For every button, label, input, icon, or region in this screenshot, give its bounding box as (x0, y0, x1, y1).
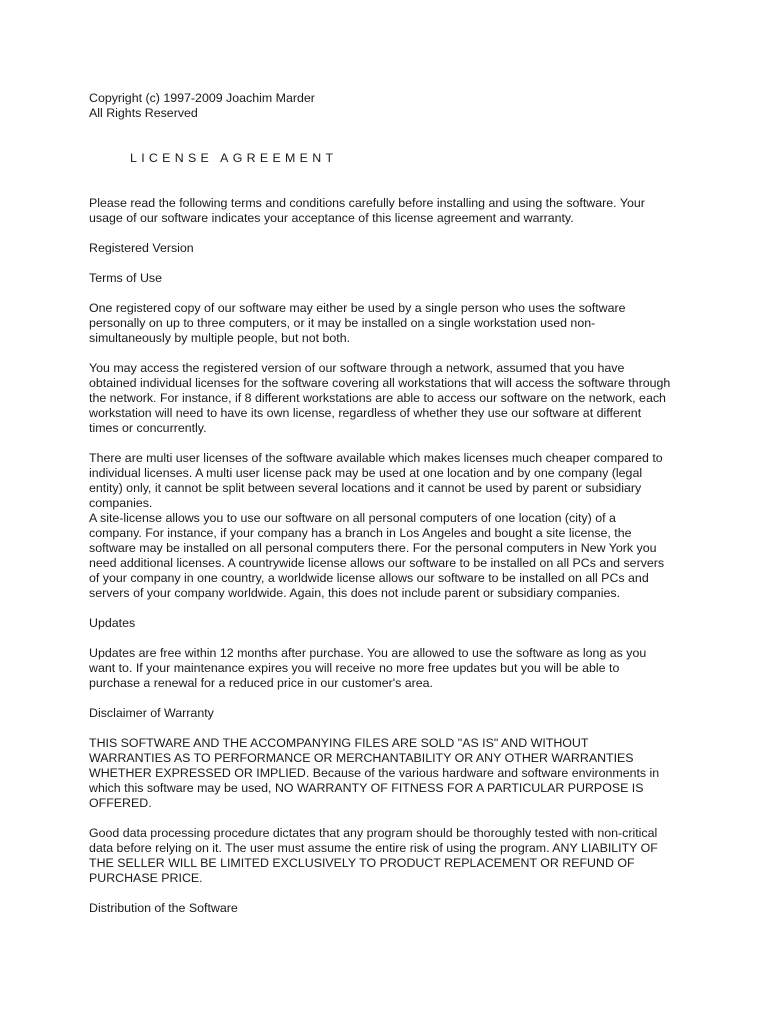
text-line: WARRANTIES AS TO PERFORMANCE OR MERCHANTABILITY OR ANY OTHER WARRANTIES (89, 751, 634, 765)
distribution-heading (89, 901, 689, 916)
text-line: companies. (89, 496, 153, 510)
text-line: THIS SOFTWARE AND THE ACCOMPANYING FILES ARE SOLD "AS IS" AND WITHOUT (89, 736, 589, 750)
text-line: Distribution of the Software (89, 901, 238, 915)
text-line: obtained individual licenses for the software covering all workstations that will access the software through (89, 376, 671, 390)
copyright-block (89, 91, 689, 121)
text-line: PURCHASE PRICE. (89, 871, 203, 885)
text-line: Terms of Use (89, 271, 162, 285)
text-line: software may be installed on all personal computers there. For the personal computers in New York you (89, 541, 657, 555)
text-line: OFFERED. (89, 796, 152, 810)
multi-user-paragraph (89, 451, 689, 511)
text-line: times or concurrently. (89, 421, 207, 435)
disclaimer-paragraph (89, 736, 689, 811)
copyright-line: Copyright (c) 1997-2009 Joachim Marder (89, 91, 315, 105)
updates-paragraph (89, 646, 689, 691)
text-line: entity) only, it cannot be split between several locations and it cannot be used by parent or subsidiary (89, 481, 642, 495)
text-line: You may access the registered version of our software through a network, assumed that you have (89, 361, 625, 375)
text-line: WHETHER EXPRESSED OR IMPLIED. Because of the various hardware and software environments in (89, 766, 660, 780)
text-line: the network. For instance, if 8 different workstations are able to access our software on the network, each (89, 391, 666, 405)
text-line: Good data processing procedure dictates that any program should be thoroughly tested with non-critical (89, 826, 658, 840)
single-copy-paragraph (89, 301, 689, 346)
document-title: LICENSE AGREEMENT (130, 151, 338, 165)
updates-heading (89, 616, 689, 631)
text-line: personally on up to three computers, or it may be installed on a single workstation used non- (89, 316, 596, 330)
text-line: A site-license allows you to use our software on all personal computers of one location (city) of a (89, 511, 616, 525)
text-line: Please read the following terms and conditions carefully before installing and using the software. Your (89, 196, 645, 210)
text-line: One registered copy of our software may either be used by a single person who uses the software (89, 301, 626, 315)
text-line: Disclaimer of Warranty (89, 706, 214, 720)
text-line: individual licenses. A multi user license pack may be used at one location and by one company (legal (89, 466, 643, 480)
text-line: simultaneously by multiple people, but not both. (89, 331, 351, 345)
network-paragraph (89, 361, 689, 436)
text-line: company. For instance, if your company has a branch in Los Angeles and bought a site license, the (89, 526, 632, 540)
data-processing-paragraph (89, 826, 689, 886)
text-line: Updates are free within 12 months after purchase. You are allowed to use the software as long as you (89, 646, 647, 660)
text-line: purchase a renewal for a reduced price in our customer's area. (89, 676, 433, 690)
intro-paragraph (89, 196, 689, 226)
registered-version-heading (89, 241, 689, 256)
text-line: data before relying on it. The user must assume the entire risk of using the program. ANY LIABILITY OF (89, 841, 658, 855)
text-line: There are multi user licenses of the software available which makes licenses much cheaper compared to (89, 451, 663, 465)
text-line: usage of our software indicates your acceptance of this license agreement and warranty. (89, 211, 574, 225)
text-line: workstation will need to have its own license, regardless of whether they use our software at different (89, 406, 642, 420)
disclaimer-heading (89, 706, 689, 721)
text-line: THE SELLER WILL BE LIMITED EXCLUSIVELY TO PRODUCT REPLACEMENT OR REFUND OF (89, 856, 635, 870)
text-line: servers of your company worldwide. Again, this does not include parent or subsidiary companies. (89, 586, 621, 600)
text-line: of your company in one country, a worldwide license allows our software to be installed on all PCs and (89, 571, 649, 585)
text-line: need additional licenses. A countrywide license allows our software to be installed on all PCs and servers (89, 556, 665, 570)
text-line: Registered Version (89, 241, 194, 255)
text-line: Updates (89, 616, 136, 630)
terms-of-use-heading (89, 271, 689, 286)
text-line: want to. If your maintenance expires you will receive no more free updates but you will be able to (89, 661, 620, 675)
rights-line: All Rights Reserved (89, 106, 198, 120)
license-document (89, 91, 689, 931)
site-license-paragraph (89, 511, 689, 601)
text-line: which this software may be used, NO WARRANTY OF FITNESS FOR A PARTICULAR PURPOSE IS (89, 781, 644, 795)
